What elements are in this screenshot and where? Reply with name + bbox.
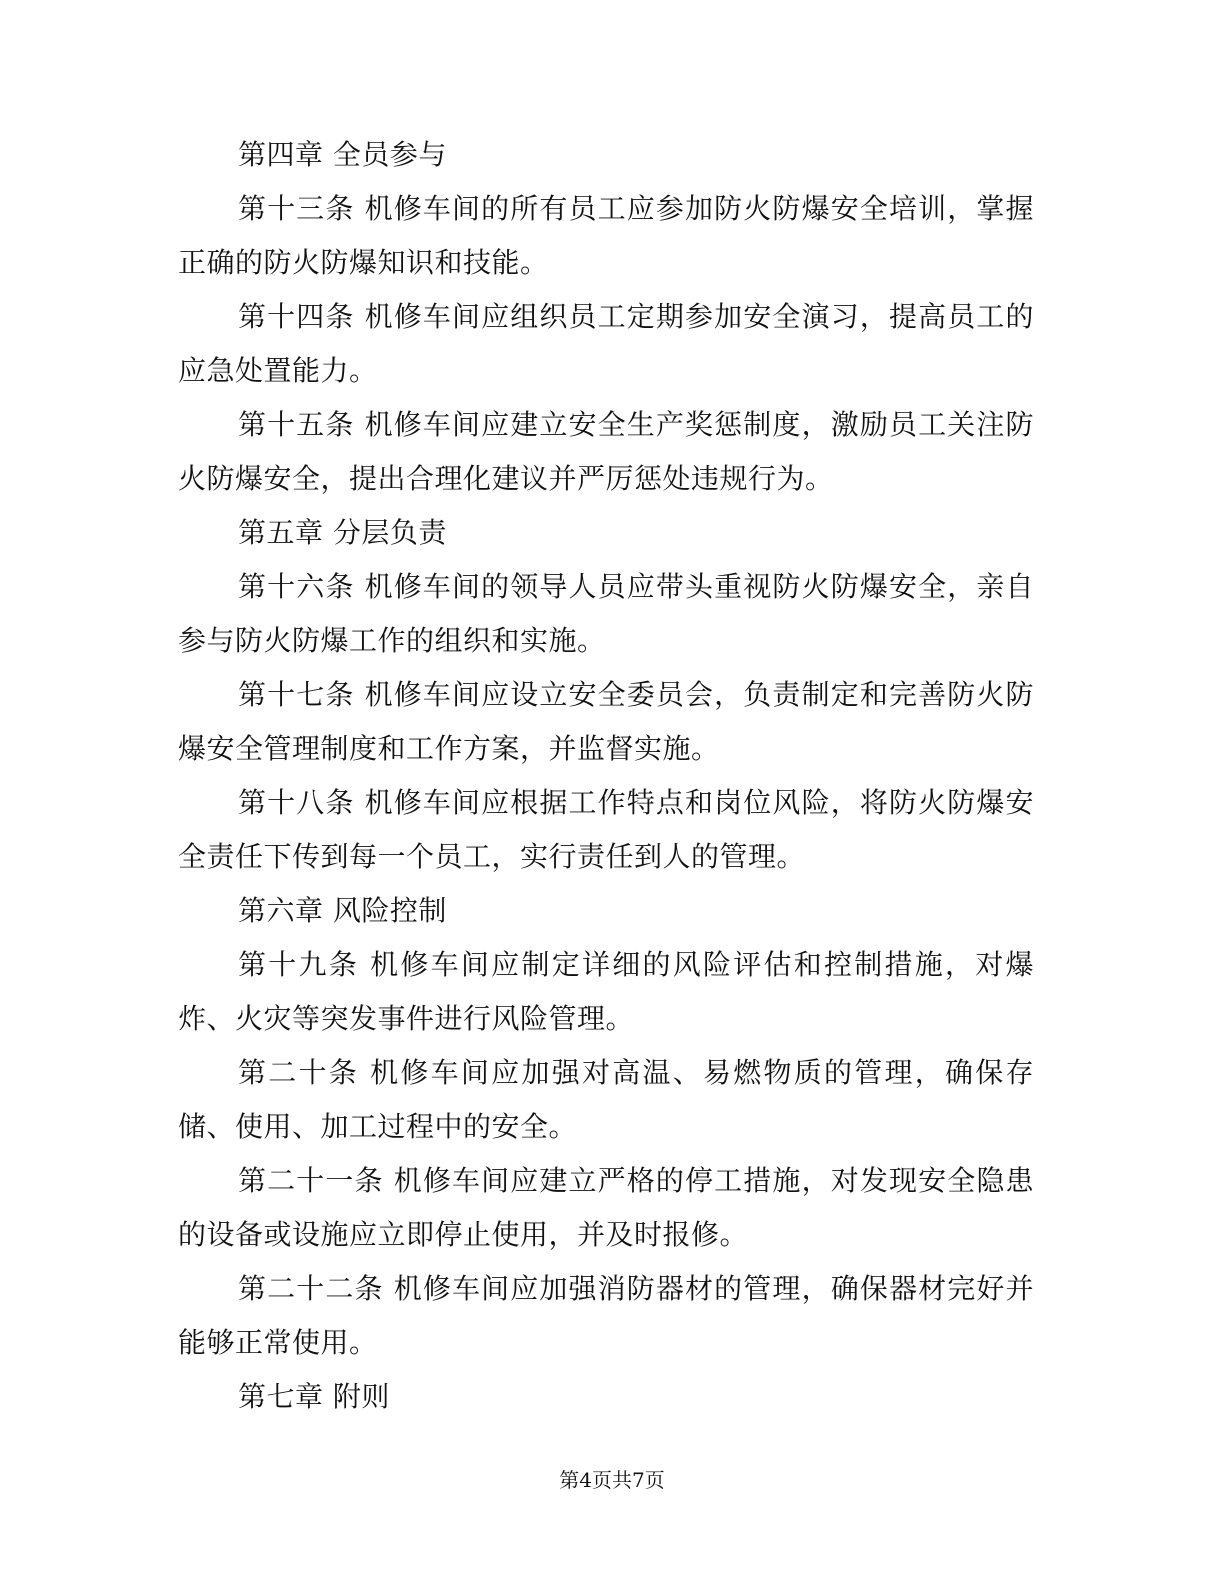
chapter-heading: 第六章 风险控制: [238, 894, 447, 927]
article-paragraph: 第十四条 机修车间应组织员工定期参加安全演习，提高员工的应急处置能力。: [178, 300, 1034, 387]
article-paragraph: 第十三条 机修车间的所有员工应参加防火防爆安全培训，掌握正确的防火防爆知识和技能。: [178, 192, 1034, 279]
article-paragraph: 第二十二条 机修车间应加强消防器材的管理，确保器材完好并能够正常使用。: [178, 1272, 1034, 1359]
article-paragraph: 第十九条 机修车间应制定详细的风险评估和控制措施，对爆炸、火灾等突发事件进行风险管理。: [178, 948, 1034, 1035]
chapter-heading: 第七章 附则: [238, 1380, 390, 1413]
article-paragraph: 第十五条 机修车间应建立安全生产奖惩制度，激励员工关注防火防爆安全，提出合理化建议并严厉惩处违规行为。: [178, 408, 1034, 495]
article-paragraph: 第十七条 机修车间应设立安全委员会，负责制定和完善防火防爆安全管理制度和工作方案，并监督实施。: [178, 678, 1034, 765]
article-paragraph: 第二十条 机修车间应加强对高温、易燃物质的管理，确保存储、使用、加工过程中的安全。: [178, 1056, 1034, 1143]
chapter-heading: 第五章 分层负责: [238, 516, 447, 549]
article-paragraph: 第十八条 机修车间应根据工作特点和岗位风险，将防火防爆安全责任下传到每一个员工，实行责任到人的管理。: [178, 786, 1034, 873]
page-number: 第4页共7页: [559, 1468, 665, 1492]
chapter-heading: 第四章 全员参与: [238, 138, 447, 171]
document-body: [178, 128, 1034, 1424]
article-paragraph: 第十六条 机修车间的领导人员应带头重视防火防爆安全，亲自参与防火防爆工作的组织和实施。: [178, 570, 1034, 657]
article-paragraph: 第二十一条 机修车间应建立严格的停工措施，对发现安全隐患的设备或设施应立即停止使用，并及时报修。: [178, 1164, 1034, 1251]
